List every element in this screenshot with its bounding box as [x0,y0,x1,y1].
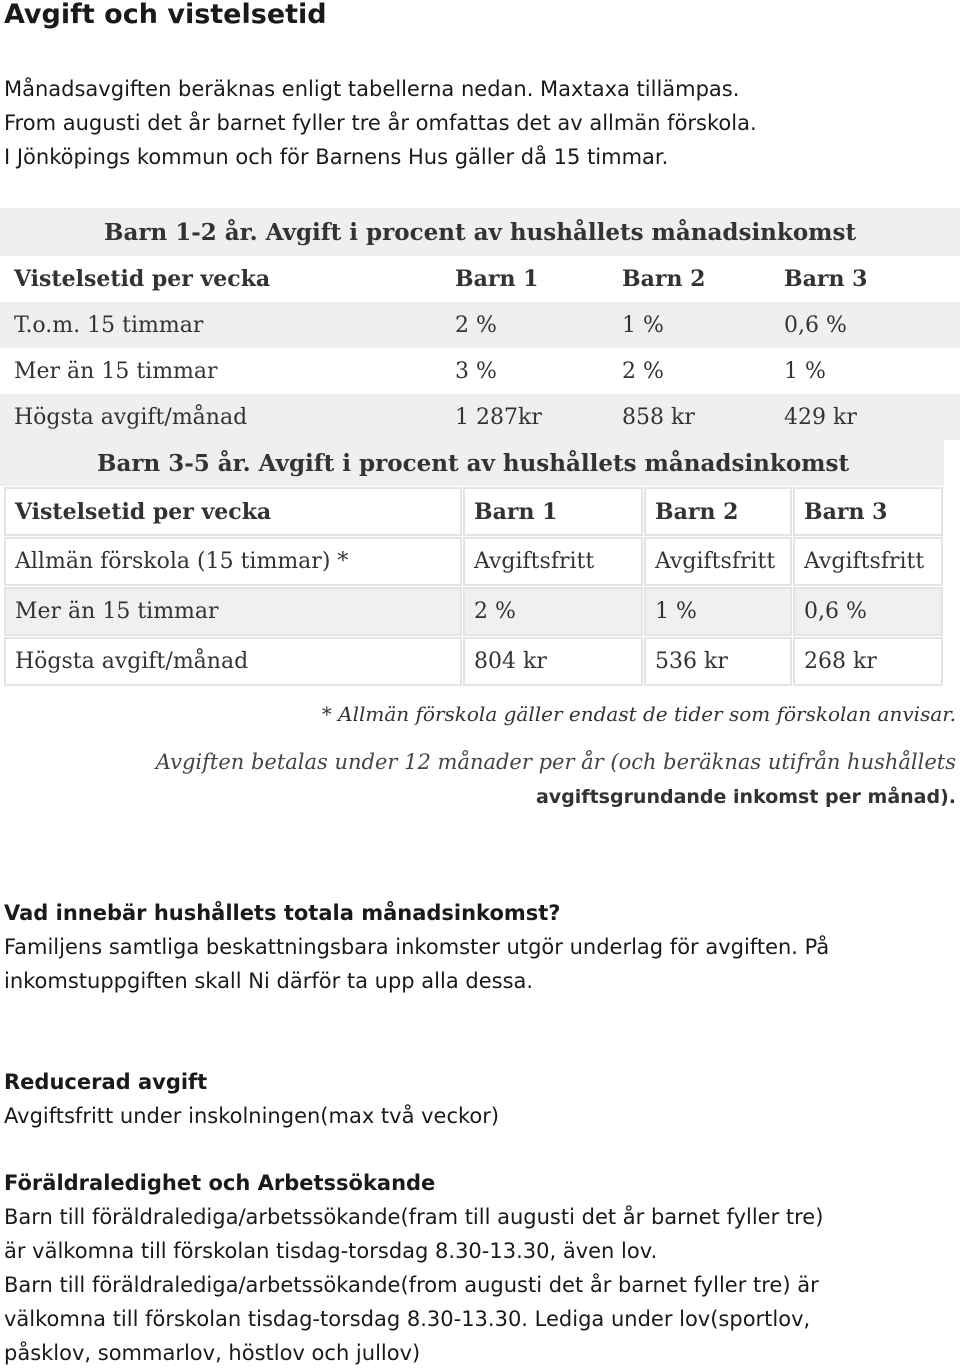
table-cell: 1 % [622,312,664,338]
table-cell: 268 kr [793,637,943,686]
table-cell: 3 % [455,358,497,384]
table-row [0,394,960,440]
header-cell: Barn 3 [784,266,868,292]
table-cell: 1 % [784,358,826,384]
table-cell: 536 kr [644,637,792,686]
header-cell: Barn 3 [793,487,943,536]
section-heading: Föräldraledighet och Arbetssökande [4,1171,436,1195]
header-cell: Barn 1 [455,266,539,292]
intro-line: Månadsavgiften beräknas enligt tabellerna nedan. Maxtaxa tillämpas. [4,77,740,101]
payment-note: Avgiften betalas under 12 månader per år (och beräknas utifrån hushållets [155,750,956,774]
table-caption: Barn 1-2 år. Avgift i procent av hushållets månadsinkomst [0,208,960,256]
section-line: Barn till föräldralediga/arbetssökande(from augusti det år barnet fyller tre) är [4,1273,819,1297]
header-cell: Barn 1 [463,487,643,536]
table-cell: Allmän förskola (15 timmar) * [4,537,462,586]
section-line: Avgiftsfritt under inskolningen(max två veckor) [4,1104,500,1128]
table-header-row [0,256,960,302]
table-cell: 429 kr [784,404,857,430]
table-header-row [4,487,944,537]
section-heading: Vad innebär hushållets totala månadsinkomst? [4,901,561,925]
table-cell: 2 % [455,312,497,338]
intro-line: From augusti det år barnet fyller tre år omfattas det av allmän förskola. [4,111,757,135]
table-cell: Högsta avgift/månad [14,404,248,430]
table-cell: Högsta avgift/månad [4,637,462,686]
reduced-fee-section [4,1065,499,1133]
table-cell: 0,6 % [784,312,847,338]
parental-leave-section [4,1166,823,1370]
table-cell: 1 % [644,587,792,636]
section-line: är välkomna till förskolan tisdag-torsdag 8.30-13.30, även lov. [4,1239,658,1263]
table-cell: 1 287kr [455,404,542,430]
section-line: Familjens samtliga beskattningsbara inkomster utgör underlag för avgiften. På [4,935,830,959]
income-section [4,896,829,998]
table-cell: 0,6 % [793,587,943,636]
header-cell: Vistelsetid per vecka [4,487,462,536]
table-cell: Avgiftsfritt [644,537,792,586]
table-row [0,348,960,394]
payment-note-continued: avgiftsgrundande inkomst per månad). [535,786,956,808]
table-cell: Mer än 15 timmar [14,358,218,384]
table-cell: 2 % [463,587,643,636]
intro-line: I Jönköpings kommun och för Barnens Hus gäller då 15 timmar. [4,145,669,169]
fee-table-age-1-2 [0,208,960,440]
section-line: inkomstuppgiften skall Ni därför ta upp alla dessa. [4,969,534,993]
table-cell: 804 kr [463,637,643,686]
section-line: Barn till föräldralediga/arbetssökande(fram till augusti det år barnet fyller tre) [4,1205,824,1229]
table-caption: Barn 3-5 år. Avgift i procent av hushållets månadsinkomst [0,440,944,486]
table-cell: T.o.m. 15 timmar [14,312,204,338]
fee-table-age-3-5 [4,487,944,687]
intro-text [4,72,757,174]
table-row [0,302,960,348]
section-line: välkomna till förskolan tisdag-torsdag 8.30-13.30. Lediga under lov(sportlov, [4,1307,811,1331]
table-row [4,587,944,637]
header-cell: Vistelsetid per vecka [14,266,271,292]
table-cell: Avgiftsfritt [463,537,643,586]
table-row [4,637,944,687]
table-cell: Avgiftsfritt [793,537,943,586]
section-heading: Reducerad avgift [4,1070,208,1094]
section-line: påsklov, sommarlov, höstlov och jullov) [4,1341,421,1365]
table-cell: 2 % [622,358,664,384]
table-cell: Mer än 15 timmar [4,587,462,636]
header-cell: Barn 2 [644,487,792,536]
footnote: * Allmän förskola gäller endast de tider som förskolan anvisar. [321,702,956,726]
table-cell: 858 kr [622,404,695,430]
page-title: Avgift och vistelsetid [4,0,327,30]
header-cell: Barn 2 [622,266,706,292]
table-row [4,537,944,587]
